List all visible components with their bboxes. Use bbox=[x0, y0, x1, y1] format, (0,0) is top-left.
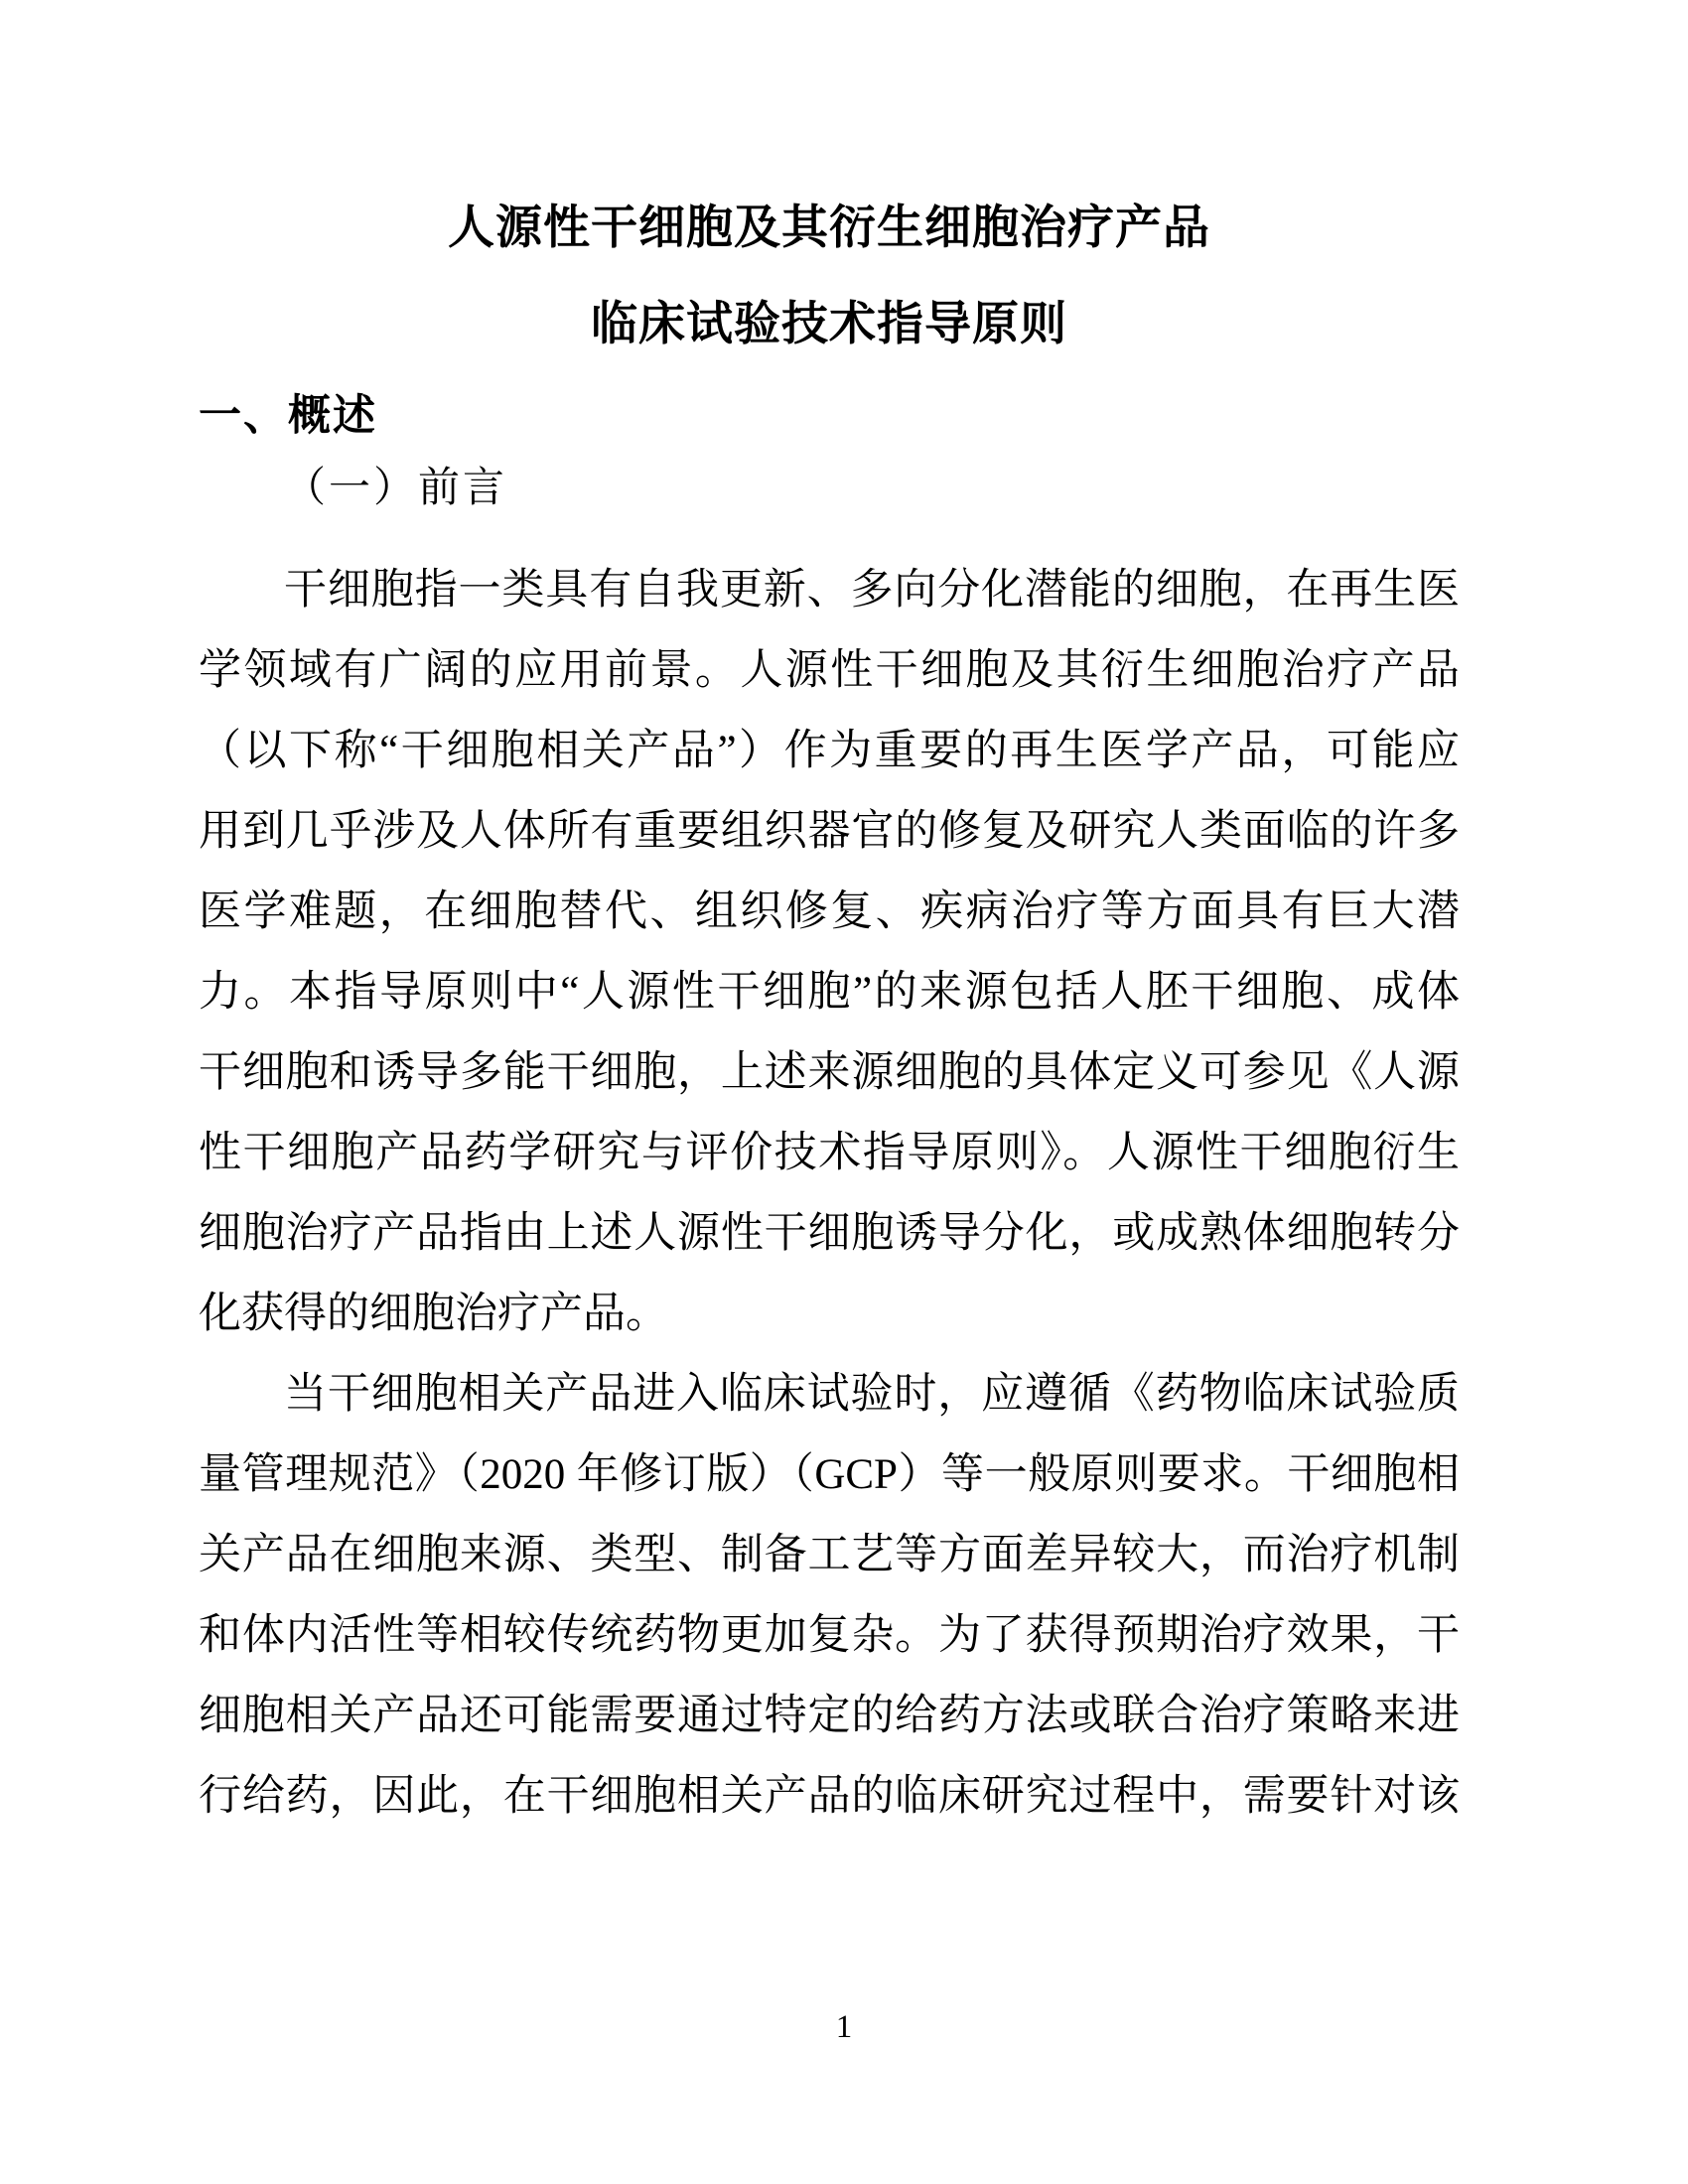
text-line: 关产品在细胞来源、类型、制备工艺等方面差异较大，而治疗机制 bbox=[199, 1532, 1460, 1578]
text-line: 化获得的细胞治疗产品。 bbox=[199, 1291, 668, 1337]
text-line: 干细胞和诱导多能干细胞，上述来源细胞的具体定义可参见《人源 bbox=[199, 1049, 1460, 1096]
text-line: 量管理规范》（2020 年修订版）（GCP）等一般原则要求。干细胞相 bbox=[199, 1451, 1460, 1498]
section-heading-overview: 一、概述 bbox=[199, 392, 377, 440]
subsection-heading-foreword: （一）前言 bbox=[284, 466, 508, 511]
text-line: 行给药，因此，在干细胞相关产品的临床研究过程中，需要针对该 bbox=[199, 1773, 1460, 1820]
text-line: 学领域有广阔的应用前景。人源性干细胞及其衍生细胞治疗产品 bbox=[199, 647, 1460, 694]
text-line: 力。本指导原则中“人源性干细胞”的来源包括人胚干细胞、成体 bbox=[199, 969, 1460, 1016]
text-line: 当干细胞相关产品进入临床试验时，应遵循《药物临床试验质 bbox=[284, 1371, 1460, 1418]
document-title-line2: 临床试验技术指导原则 bbox=[591, 299, 1067, 350]
text-line: 细胞治疗产品指由上述人源性干细胞诱导分化，或成熟体细胞转分 bbox=[199, 1210, 1460, 1257]
text-line: 医学难题，在细胞替代、组织修复、疾病治疗等方面具有巨大潜 bbox=[199, 888, 1460, 935]
text-line: 和体内活性等相较传统药物更加复杂。为了获得预期治疗效果，干 bbox=[199, 1612, 1460, 1659]
text-line: 用到几乎涉及人体所有重要组织器官的修复及研究人类面临的许多 bbox=[199, 808, 1460, 855]
text-line: （以下称“干细胞相关产品”）作为重要的再生医学产品，可能应 bbox=[199, 728, 1460, 774]
text-line: 细胞相关产品还可能需要通过特定的给药方法或联合治疗策略来进 bbox=[199, 1693, 1460, 1739]
document-title-line1: 人源性干细胞及其衍生细胞治疗产品 bbox=[448, 203, 1210, 254]
text-line: 性干细胞产品药学研究与评价技术指导原则》。人源性干细胞衍生 bbox=[199, 1130, 1460, 1176]
text-line: 干细胞指一类具有自我更新、多向分化潜能的细胞，在再生医 bbox=[284, 567, 1460, 614]
body-text bbox=[199, 550, 1460, 1837]
page-number: 1 bbox=[835, 2009, 853, 2045]
